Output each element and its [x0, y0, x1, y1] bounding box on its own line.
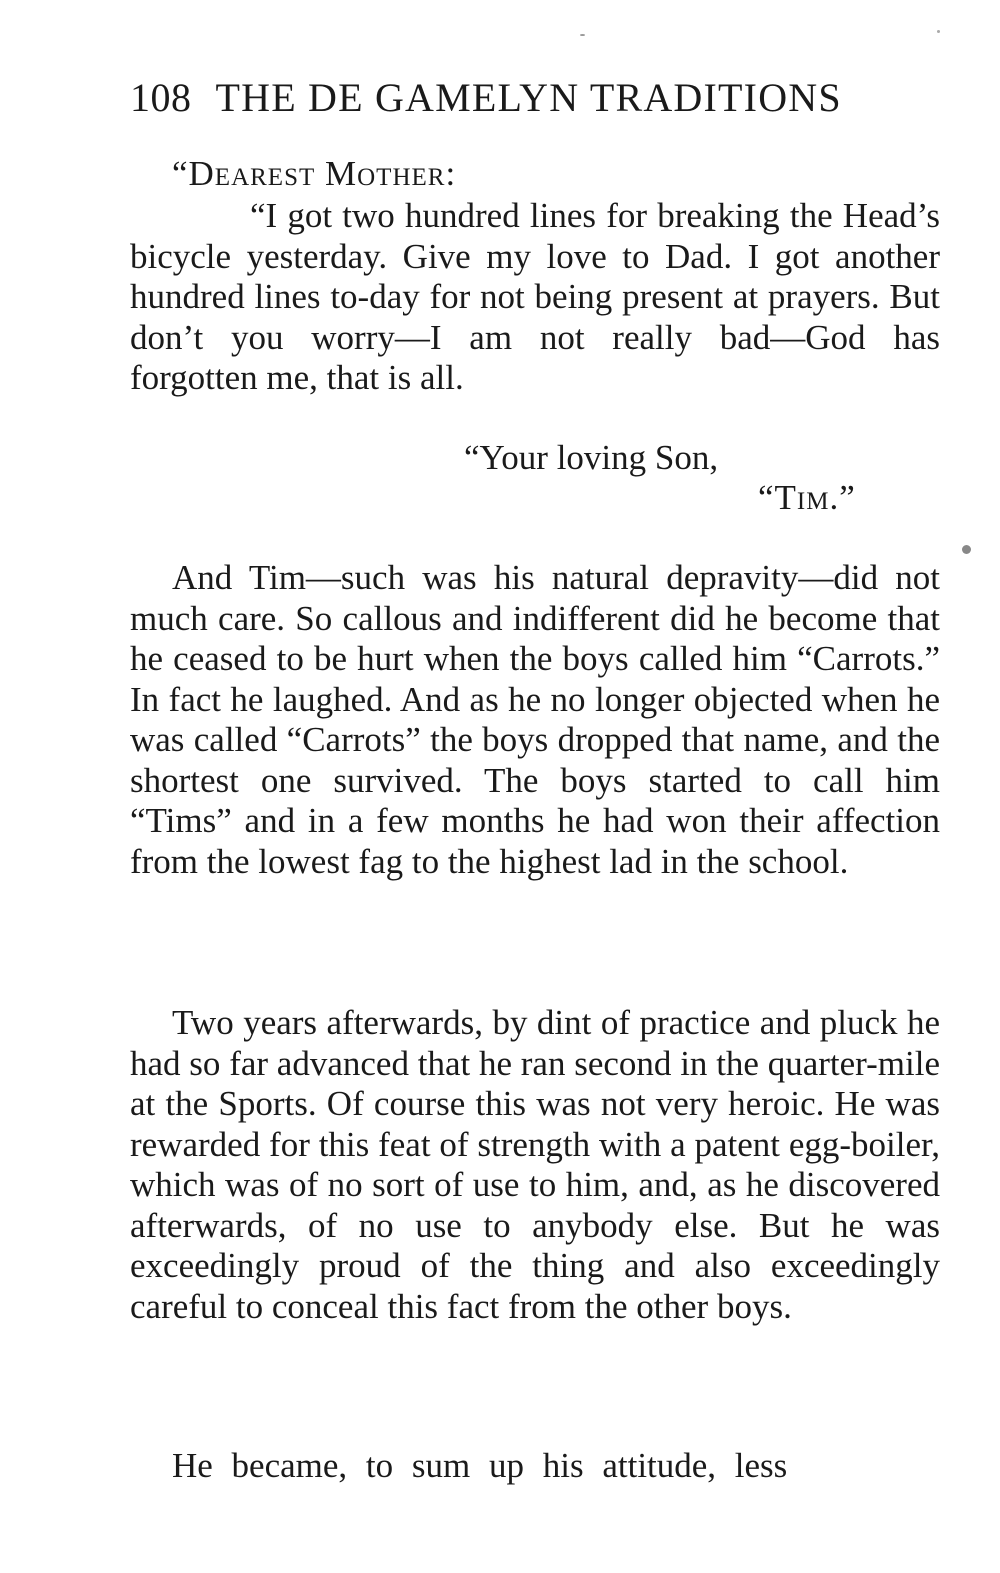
paragraph: He became, to sum up his attitude, less — [172, 1446, 788, 1485]
page-header — [130, 74, 942, 126]
ink-speck — [962, 545, 971, 554]
paragraph: Two years afterwards, by dint of practice and pluck he had so far advanced that he ran second in the quarter-mile at the Sports. Of course this was not very heroic. He was rewarded for this feat of strength with a patent egg-boiler, which was of no sort of use to him, and, as he discovered afterwards, of no use to anybody else. But he was exceedingly proud of the thing and also exceedingly careful to conceal this fact from the other boys. — [130, 1003, 940, 1326]
running-title: THE DE GAMELYN TRADITIONS — [215, 75, 842, 120]
ink-speck — [580, 34, 585, 36]
page-number: 108 — [130, 75, 192, 120]
letter-body: “I got two hundred lines for breaking the Head’s bicycle yesterday. Give my love to Dad. I got another hundred lines to-day for not being present at prayers. But don’t you worry—I am not really bad—God has forgotten me, that is all. — [130, 196, 940, 397]
paragraph: And Tim—such was his natural depravity—did not much care. So callous and indifferent did he become that he ceased to be hurt when the boys called him “Carrots.” In fact he laughed. And as he no longer objected when he was called “Carrots” the boys dropped that name, and the shortest one survived. The boys started to call him “Tims” and in a few months he had won their affection from the lowest fag to the highest lad in the school. — [130, 558, 940, 881]
letter-salutation: “Dearest Mother: — [172, 154, 457, 193]
ink-speck — [937, 30, 940, 33]
letter-signature: “Tim.” — [758, 478, 856, 517]
letter-closing: “Your loving Son, — [464, 438, 719, 477]
